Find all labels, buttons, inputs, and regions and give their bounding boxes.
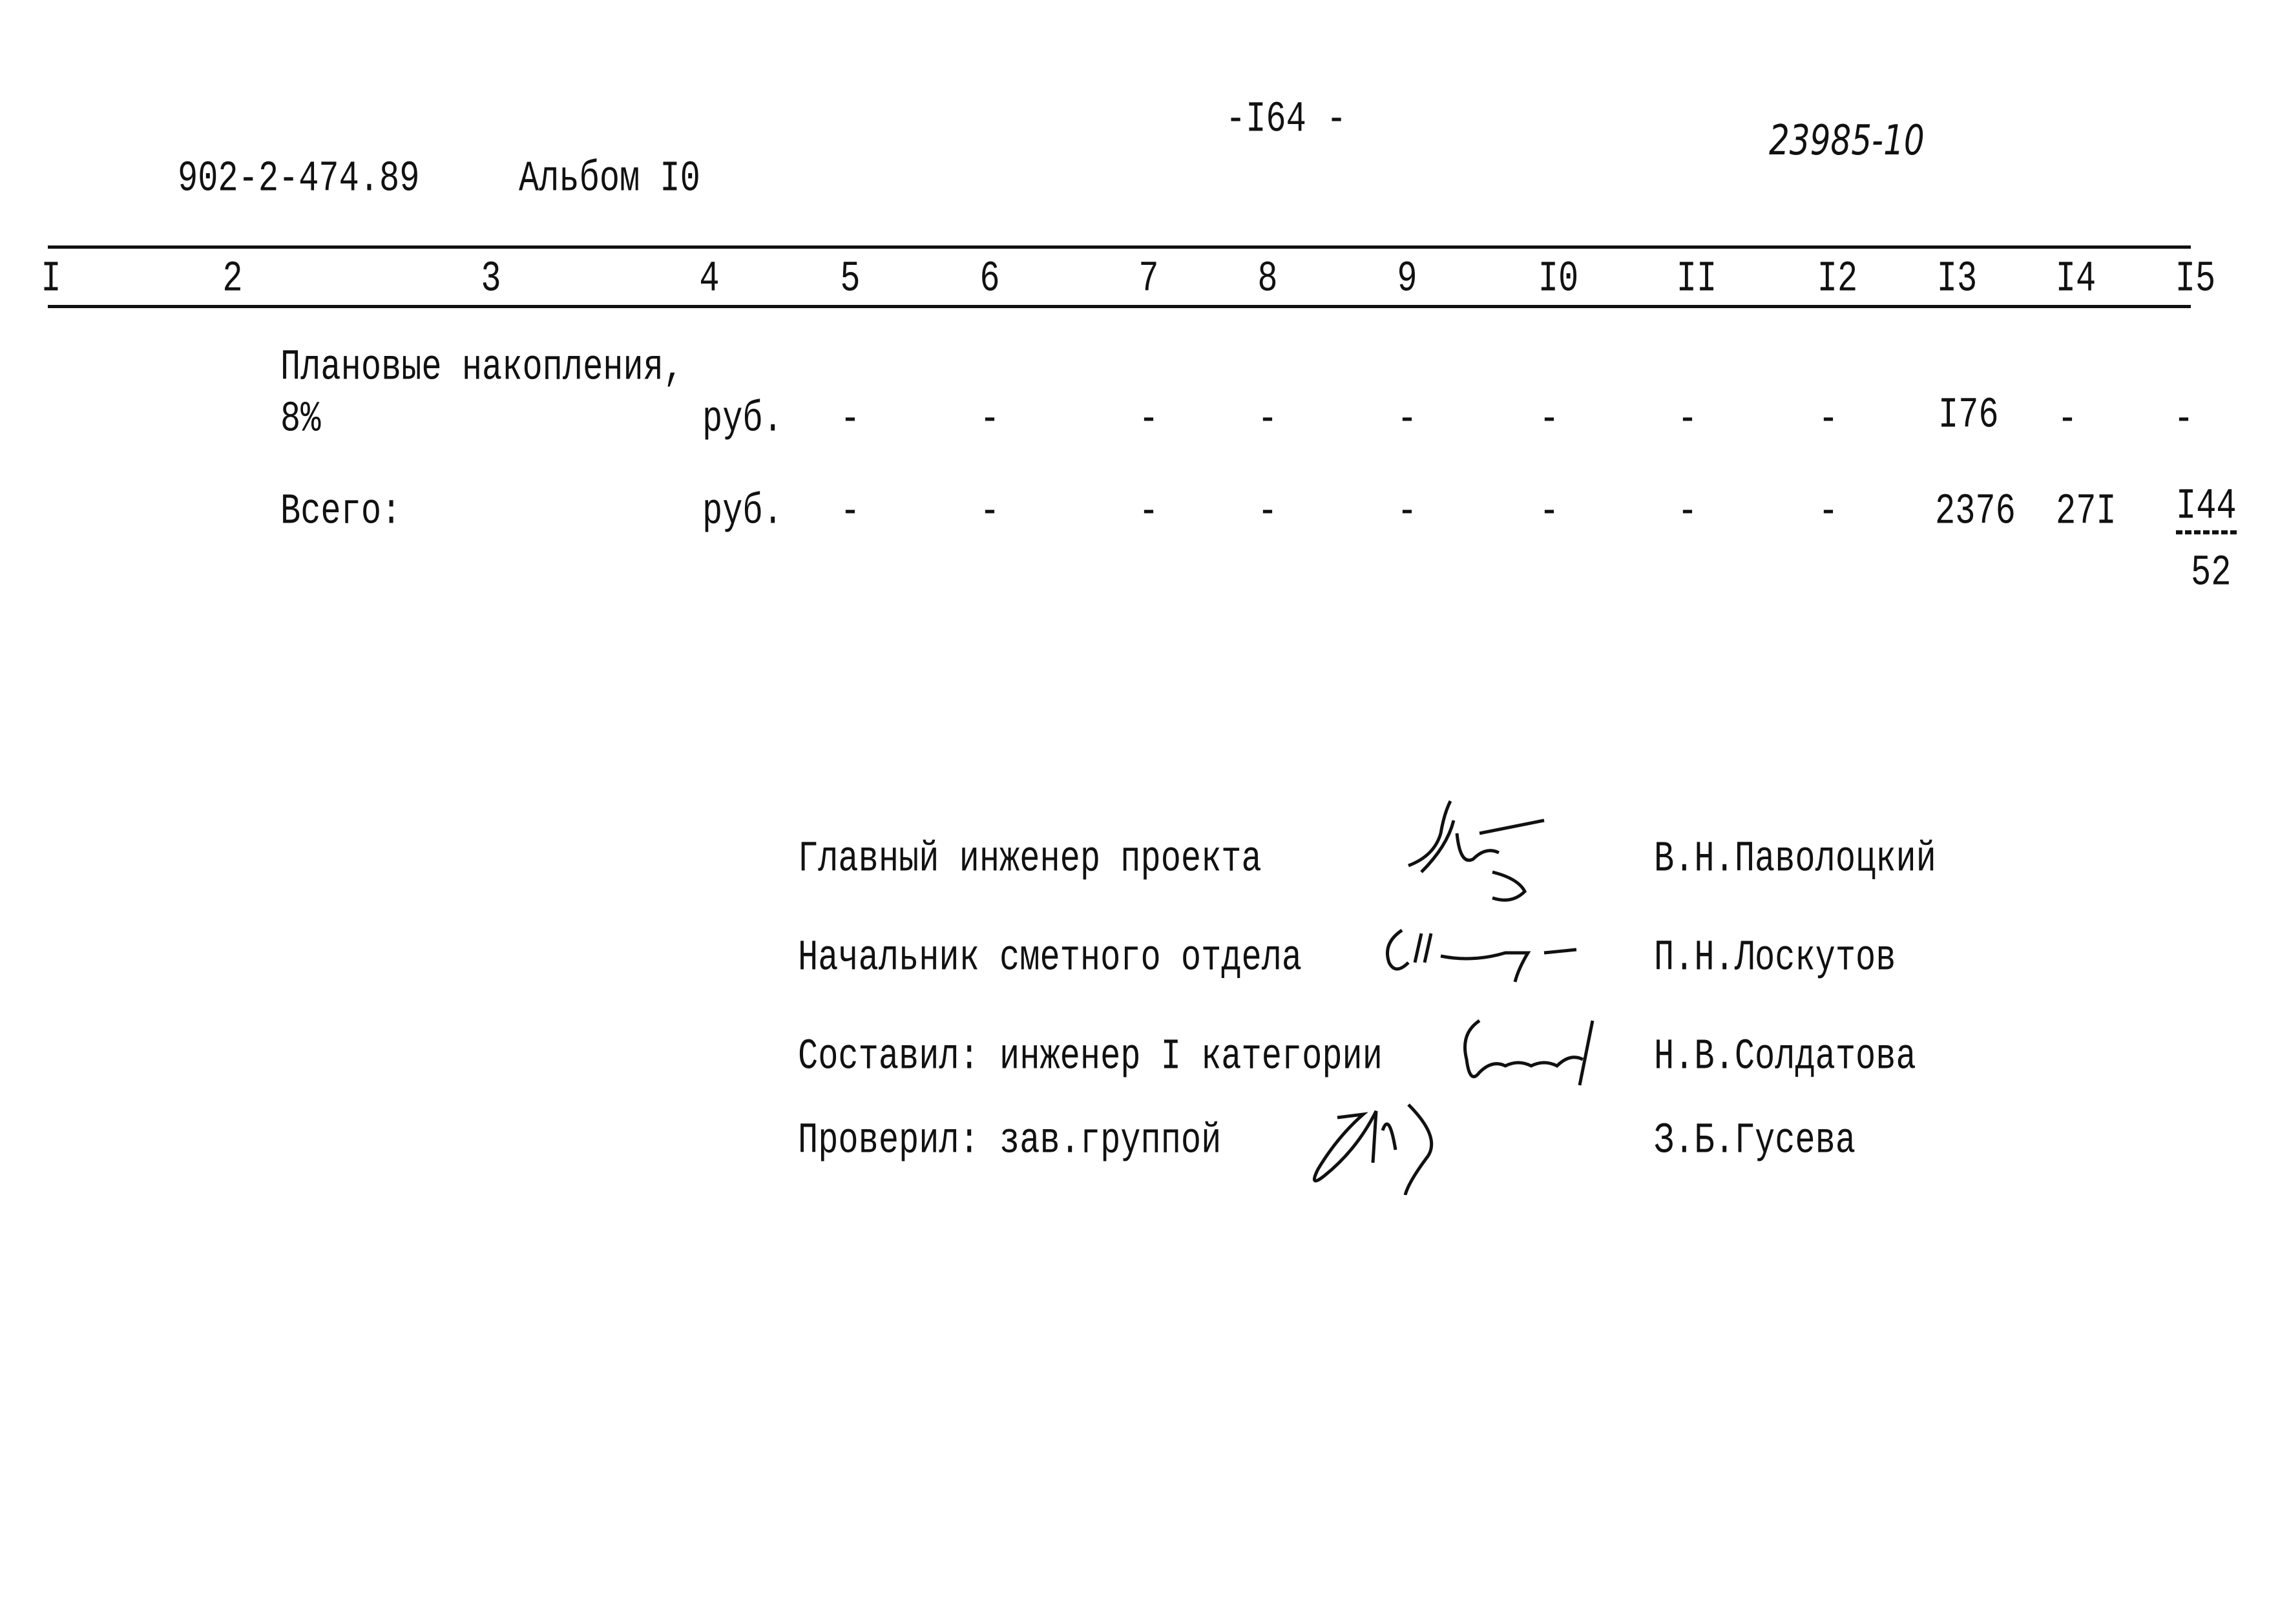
column-header: I0 [1538, 255, 1579, 304]
column-header: I4 [2055, 255, 2096, 304]
row-name: Плановые накопления, [280, 343, 684, 393]
column-header: I5 [2175, 255, 2216, 304]
column-header: I3 [1936, 255, 1978, 304]
row-name: Всего: [280, 487, 402, 537]
signature-name: Н.В.Солдатова [1654, 1032, 1916, 1082]
cell: - [1677, 487, 1698, 537]
column-header: 9 [1397, 255, 1417, 304]
table-header-rule [48, 305, 2191, 308]
cell: - [1818, 487, 1839, 537]
cell-col15-numerator: I44 [2176, 486, 2237, 535]
row-unit: руб. [702, 395, 783, 444]
column-header: 3 [481, 255, 501, 304]
document-code: 902-2-474.89 [178, 154, 420, 204]
cell: - [979, 487, 1000, 537]
cell-col15-denominator: 52 [2191, 548, 2232, 598]
row-name-percent: 8% [280, 395, 321, 444]
cell: - [840, 395, 861, 444]
column-header: 5 [840, 255, 861, 304]
cell: - [1818, 395, 1839, 444]
page-number: -I64 - [1226, 95, 1347, 145]
signature-role: Главный инженер проекта [798, 835, 1262, 884]
column-header: 6 [979, 255, 1000, 304]
cell: - [1138, 487, 1159, 537]
handwritten-signature [1396, 795, 1563, 904]
cell-col15: - [2173, 395, 2194, 444]
handwritten-signature [1299, 1092, 1467, 1195]
cell: - [1397, 487, 1417, 537]
signature-name: П.Н.Лоскутов [1654, 933, 1896, 983]
row-unit: руб. [702, 487, 783, 537]
cell-col14: - [2057, 395, 2078, 444]
signature-role: Начальник сметного отдела [798, 933, 1302, 983]
signature-name: З.Б.Гусева [1654, 1116, 1856, 1166]
column-header: 4 [699, 255, 720, 304]
column-header: 2 [222, 255, 243, 304]
column-header: I [41, 255, 61, 304]
signature-role: Проверил: зав.группой [798, 1116, 1222, 1166]
column-header: 7 [1138, 255, 1159, 304]
cell: - [1138, 395, 1159, 444]
handwritten-signature [1454, 1008, 1622, 1098]
cell: - [1257, 395, 1278, 444]
cell-col13: 2376 [1935, 487, 2016, 537]
column-header: II [1676, 255, 1717, 304]
cell: - [979, 395, 1000, 444]
cell: - [1539, 487, 1560, 537]
table-top-rule [48, 245, 2191, 249]
column-header: I2 [1817, 255, 1858, 304]
signature-name: В.Н.Паволоцкий [1654, 835, 1936, 884]
cell-col14: 27I [2056, 487, 2117, 537]
handwritten-signature [1376, 917, 1622, 988]
cell: - [1397, 395, 1417, 444]
cell-col13: I76 [1938, 391, 1999, 441]
album-label: Альбом I0 [519, 154, 700, 204]
column-header: 8 [1257, 255, 1278, 304]
cell: - [1257, 487, 1278, 537]
signature-role: Составил: инженер I категории [798, 1032, 1383, 1082]
cell: - [1677, 395, 1698, 444]
cell: - [1539, 395, 1560, 444]
stamp-number: 23985-10 [1769, 116, 1925, 165]
cell: - [840, 487, 861, 537]
